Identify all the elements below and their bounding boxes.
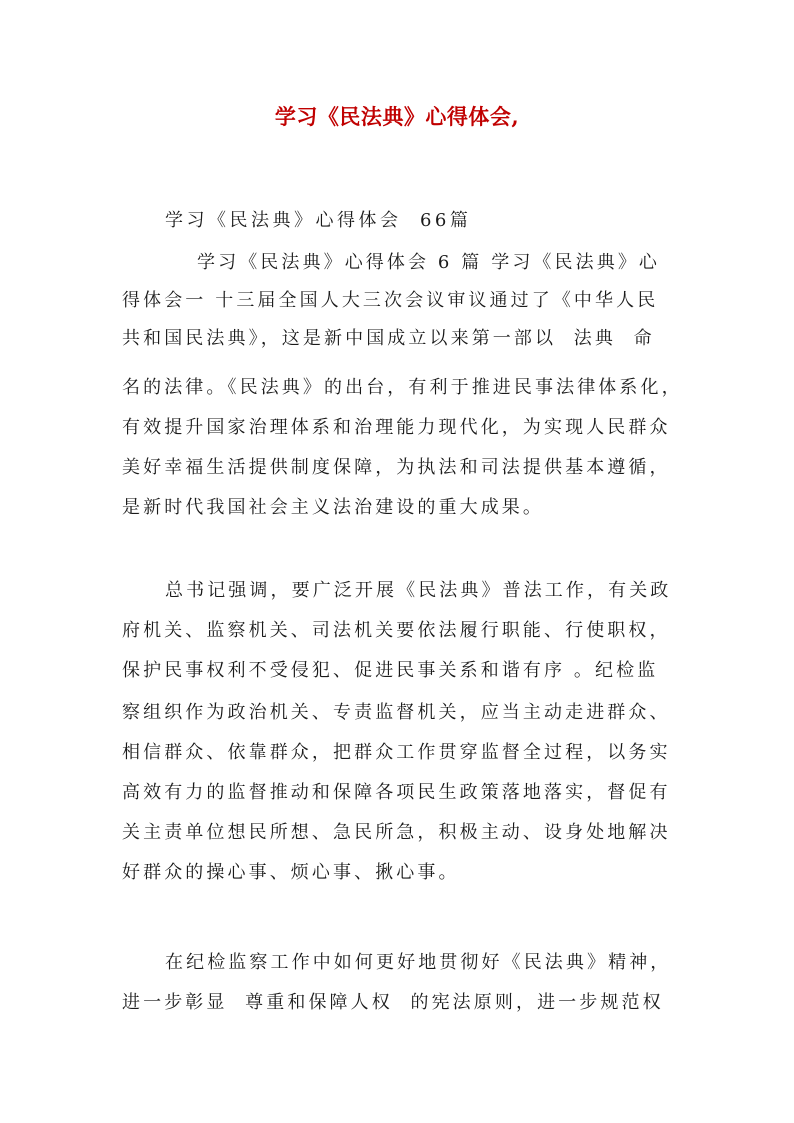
text-line: 府机关、监察机关、司法机关要依法履行职能、行使职权， <box>122 620 671 641</box>
text-line: 共和国民法典》，这是新中国成立以来第一部以 法典 命 <box>122 328 655 349</box>
text-line: 察组织作为政治机关、专责监督机关，应当主动走进群众、 <box>122 702 671 723</box>
text-line: 关主责单位想民所想、急民所急，积极主动、设身处地解决 <box>122 822 671 843</box>
text-line: 好群众的操心事、烦心事、揪心事。 <box>122 862 460 883</box>
text-line: 总书记强调，要广泛开展《民法典》普法工作，有关政 <box>165 580 672 601</box>
text-line: 高效有力的监督推动和保障各项民生政策落地落实，督促有 <box>122 782 671 803</box>
text-line: 进一步彰显 尊重和保障人权 的宪法原则，进一步规范权 <box>122 992 664 1013</box>
text-line: 相信群众、依靠群众，把群众工作贯穿监督全过程，以务实 <box>122 742 671 763</box>
text-line: 名的法律。《民法典》的出台，有利于推进民事法律体系化， <box>122 377 683 398</box>
text-line: 美好幸福生活提供制度保障，为执法和司法提供基本遵循， <box>122 457 671 478</box>
text-line: 得体会一 十三届全国人大三次会议审议通过了《中华人民 <box>122 290 659 311</box>
text-line: 保护民事权利不受侵犯、促进民事关系和谐有序 。纪检监 <box>122 660 659 681</box>
text-line: 学习《民法典》心得体会 6 篇 学习《民法典》心 <box>197 252 661 273</box>
text-line: 在纪检监察工作中如何更好地贯彻好《民法典》精神， <box>165 952 672 973</box>
text-line: 是新时代我国社会主义法治建设的重大成果。 <box>122 497 544 518</box>
text-line: 有效提升国家治理体系和治理能力现代化，为实现人民群众 <box>122 417 671 438</box>
document-title: 学习《民法典》心得体会, <box>274 104 520 129</box>
subtitle-line: 学习《民法典》心得体会 66篇 <box>165 210 472 231</box>
